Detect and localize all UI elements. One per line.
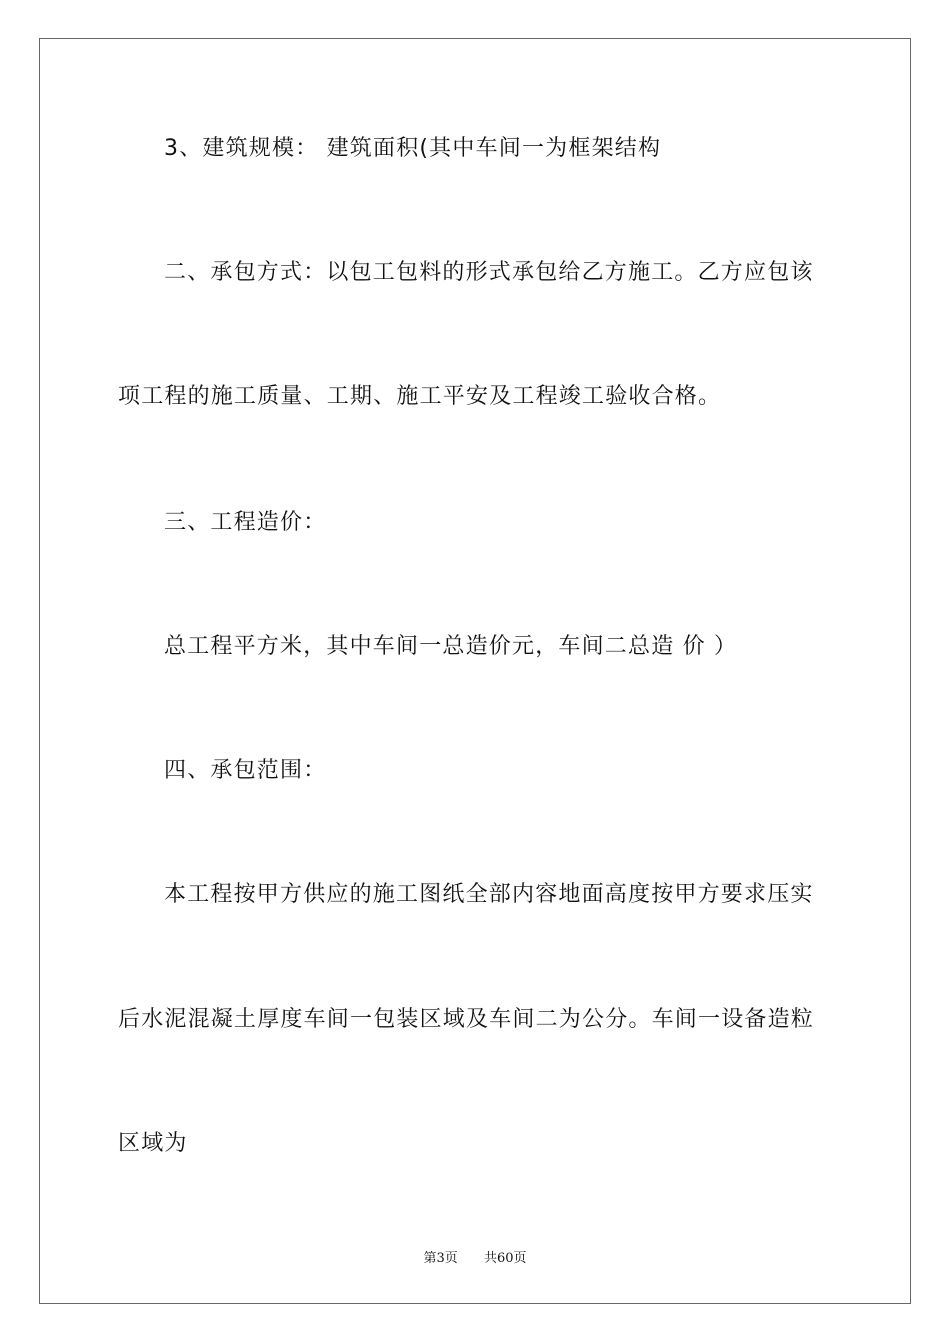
page-number: 第3页 [423, 1251, 458, 1266]
contract-scope-final-line: 区域为 [118, 1131, 188, 1156]
contract-scope-heading: 四、承包范围： [164, 758, 327, 783]
contract-scope-line: 本工程按甲方供应的施工图纸全部内容地面高度按甲方要求压实 [164, 882, 814, 907]
building-scale-line: 3、建筑规模： 建筑面积(其中车间一为框架结构 [164, 136, 662, 161]
contract-scope-continuation: 后水泥混凝土厚度车间一包装区域及车间二为公分。车间一设备造粒 [118, 1007, 815, 1032]
project-cost-line: 总工程平方米，其中车间一总造价元，车间二总造 价 ） [164, 634, 738, 659]
project-cost-heading: 三、工程造价： [164, 510, 327, 535]
page-footer [0, 1247, 950, 1266]
total-pages: 共60页 [484, 1251, 527, 1266]
contract-method-line: 二、承包方式：以包工包料的形式承包给乙方施工。乙方应包该 [164, 260, 814, 285]
page-border [39, 38, 911, 1304]
contract-method-continuation: 项工程的施工质量、工期、施工平安及工程竣工验收合格。 [118, 384, 722, 409]
